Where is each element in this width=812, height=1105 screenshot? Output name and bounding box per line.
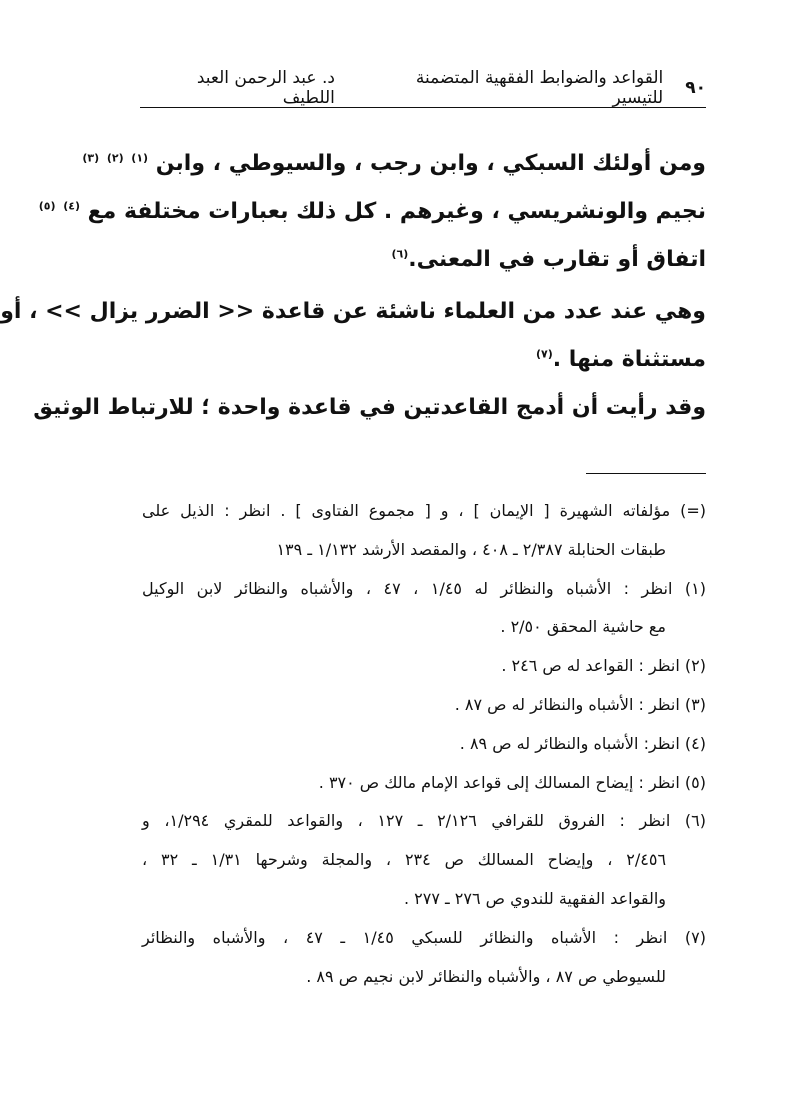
footnote-line: (١) انظر : الأشباه والنظائر له ١/٤٥ ، ٤٧ ، والأشباه والنظائر لابن الوكيل [142,578,706,598]
page-number: ٩٠ [685,78,706,98]
footnote-line: والقواعد الفقهية للندوي ص ٢٧٦ ـ ٢٧٧ . [403,888,666,908]
footnote-ref-5: (٥) [38,199,56,213]
footnote-line: (٣) انظر : الأشباه والنظائر له ص ٨٧ . [454,694,706,714]
body-line-2 [38,188,706,236]
footnote-separator [586,473,706,474]
body-line-2-text: نجيم والونشريسي ، وغيرهم . كل ذلك بعبارات مختلفة مع [87,199,706,224]
footnote-line: مع حاشية المحقق ٢/٥٠ . [500,617,666,637]
footnote-ref-1: (١) [131,151,149,165]
footnote-line: (٤) انظر: الأشباه والنظائر له ص ٨٩ . [459,733,706,753]
footnote-ref-2: (٢) [106,151,124,165]
header-row [140,68,706,108]
main-text [0,140,706,432]
body-line-5-text: مستثناة منها . [552,347,706,372]
footnote-line: (٦) انظر : الفروق للقرافي ٢/١٢٦ ـ ١٢٧ ، والقواعد للمقري ١/٢٩٤، و [142,811,706,831]
header-divider [140,107,706,108]
footnote-line: (=) مؤلفاته الشهيرة [ الإيمان ] ، و [ مجموع الفتاوى ] . انظر : الذيل على [142,501,706,520]
footnote-ref-3: (٣) [82,151,100,165]
body-line-5 [142,336,706,384]
footnote-line: (٢) انظر : القواعد له ص ٢٤٦ . [501,656,706,676]
body-line-1 [82,140,706,188]
footnote-line: طبقات الحنابلة ٢/٣٨٧ ـ ٤٠٨ ، والمقصد الأرشد ١/١٣٢ ـ ١٣٩ [276,539,666,559]
body-line-3-text: اتفاق أو تقارب في المعنى. [408,247,706,272]
book-title: القواعد والضوابط الفقهية المتضمنة للتيسير [415,68,664,108]
author-name: د. عبد الرحمن العبد اللطيف [196,68,335,108]
footnote-ref-6: (٦) [391,247,409,261]
footnote-line: للسيوطي ص ٨٧ ، والأشباه والنظائر لابن نجيم ص ٨٩ . [306,966,666,986]
body-line-4: وهي عند عدد من العلماء ناشئة عن قاعدة << الضرر يزال >> ، أو [0,299,706,324]
running-header [140,68,706,108]
body-line-6: وقد رأيت أن أدمج القاعدتين في قاعدة واحدة ؛ للارتباط الوثيق [33,395,706,420]
footnotes [142,492,706,996]
footnote-line: (٥) انظر : إيضاح المسالك إلى قواعد الإمام مالك ص ٣٧٠ . [318,772,706,792]
body-line-3 [142,236,706,284]
footnote-ref-7: (٧) [535,347,553,361]
body-line-1-text: ومن أولئك السبكي ، وابن رجب ، والسيوطي ، وابن [155,151,706,176]
footnote-ref-4: (٤) [63,199,80,213]
footnote-line: ٢/٤٥٦ ، وإيضاح المسالك ص ٢٣٤ ، والمجلة وشرحها ١/٣١ ـ ٣٢ ، [142,850,667,870]
footnote-line: (٧) انظر : الأشباه والنظائر للسبكي ١/٤٥ ـ ٤٧ ، والأشباه والنظائر [142,927,706,947]
